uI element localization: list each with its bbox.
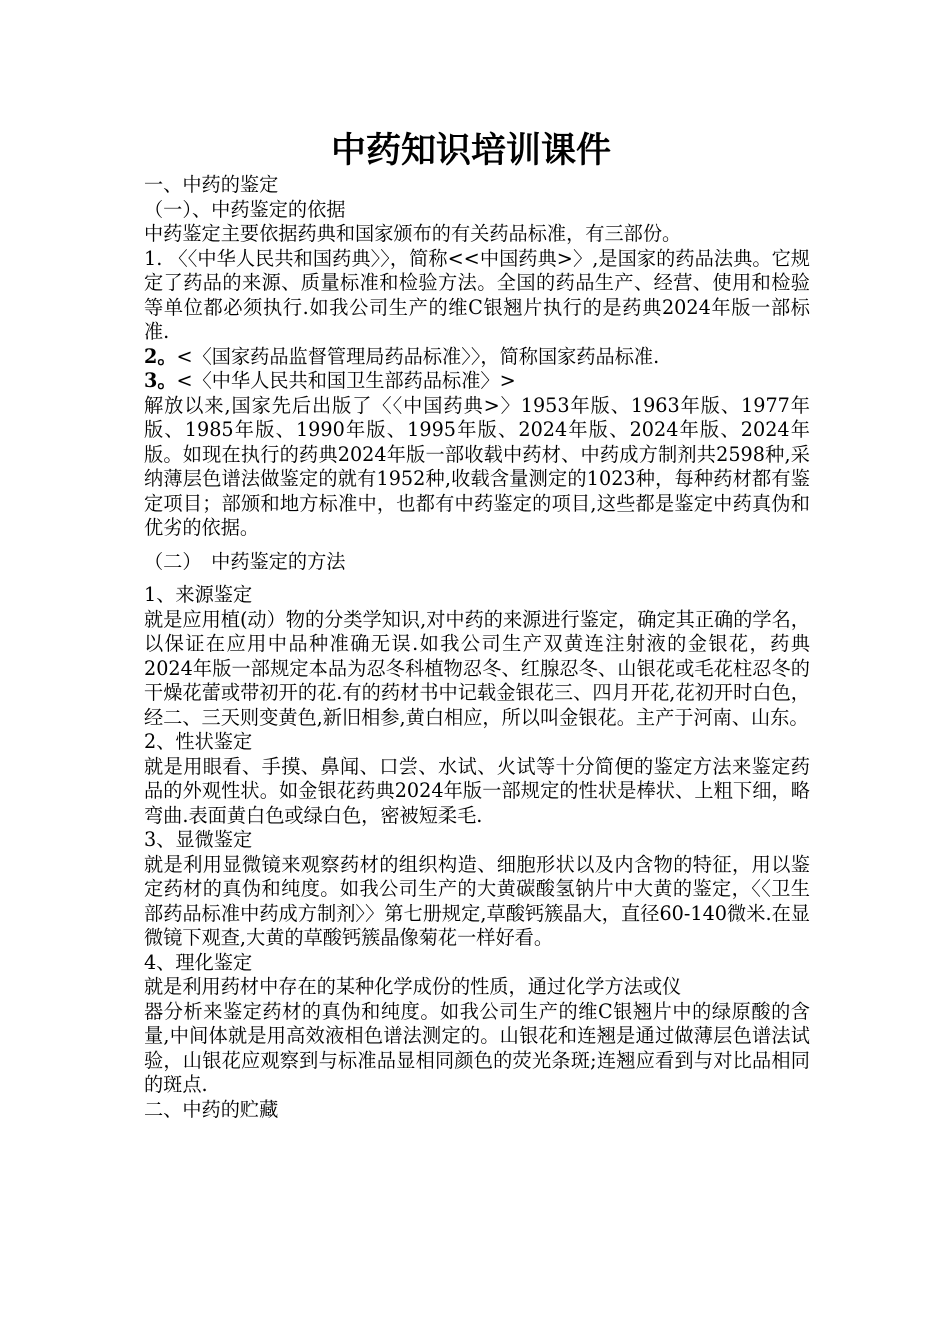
- subsection-heading-methods: （二） 中药鉴定的方法: [144, 549, 346, 573]
- section-heading-2: 二、中药的贮藏: [144, 1097, 279, 1121]
- standard-item-3-text: <〈中华人民共和国卫生部药品标准〉>: [176, 369, 516, 392]
- standard-item-1: 1. 〈〈中华人民共和国药典〉〉，简称<<中国药典>〉,是国家的药品法典。它规定了药品的来源、质量标准和检验方法。全国的药品生产、经营、使用和检验等单位都必须执行.如我公司生产的维C银翘片执行的是药典2024年版一部标准.: [144, 246, 810, 343]
- method-4-title: 4、理化鉴定: [144, 950, 253, 974]
- standard-item-2-number: 2。: [144, 344, 177, 368]
- page-title: 中药知识培训课件: [330, 130, 611, 171]
- method-4-text-a: 就是利用药材中存在的某种化学成份的性质，通过化学方法或仪: [144, 975, 682, 998]
- standard-item-2: [144, 345, 810, 370]
- method-4-text-b: 器分析来鉴定药材的真伪和纯度。如我公司生产的维C银翘片中的绿原酸的含量,中间体就是用高效液相色谱法测定的。山银花和连翘是通过做薄层色谱法试验，山银花应观察到与标准品显相同颜色的荧光条斑;连翘应看到与对比品相同的斑点.: [144, 999, 810, 1096]
- standard-item-2-text: <〈国家药品监督管理局药品标准〉〉，简称国家药品标准.: [176, 344, 660, 368]
- subsection-heading-basis: （一）、中药鉴定的依据: [144, 197, 346, 221]
- document-body: [144, 173, 810, 1122]
- method-2-title: 2、性状鉴定: [144, 730, 253, 753]
- method-3-title: 3、显微鉴定: [144, 828, 253, 851]
- method-1-title: 1、来源鉴定: [144, 583, 253, 606]
- section-heading-1: 一、中药的鉴定: [144, 173, 279, 196]
- intro-paragraph: 中药鉴定主要依据药典和国家颁布的有关药品标准，有三部份。: [144, 222, 682, 245]
- standard-item-3-number: 3。: [144, 369, 177, 392]
- method-2-text: 就是用眼看、手摸、鼻闻、口尝、水试、火试等十分简便的鉴定方法来鉴定药品的外观性状。如金银花药典2024年版一部规定的性状是棒状、上粗下细，略弯曲.表面黄白色或绿白色，密被短柔毛.: [144, 754, 810, 827]
- method-1-text: 就是应用植(动）物的分类学知识,对中药的来源进行鉴定，确定其正确的学名，以保证在应用中品种准确无误.如我公司生产双黄连注射液的金银花，药典2024年版一部规定本品为忍冬科植物忍冬、红腺忍冬、山银花或毛花柱忍冬的干燥花蕾或带初开的花.有的药材书中记载金银花三、四月开花,花初开时白色，经二、三天则变黄色,新旧相参,黄白相应，所以叫金银花。主产于河南、山东。: [144, 607, 810, 729]
- standard-item-3: [144, 369, 810, 394]
- method-3-text: 就是利用显微镜来观察药材的组织构造、细胞形状以及内含物的特征，用以鉴定药材的真伪和纯度。如我公司生产的大黄碳酸氢钠片中大黄的鉴定，〈〈卫生部药品标准中药成方制剂〉〉第七册规定,草酸钙簇晶大，直径60-140微米.在显微镜下观查,大黄的草酸钙簇晶像菊花一样好看。: [144, 852, 810, 949]
- history-paragraph: 解放以来,国家先后出版了〈〈中国药典>〉1953年版、1963年版、1977年版、1985年版、1990年版、1995年版、2024年版、2024年版、2024年版。如现在执行的药典2024年版一部收载中药材、中药成方制剂共2598种,采纳薄层色谱法做鉴定的就有1952种,收载含量测定的1023种，每种药材都有鉴定项目；部颁和地方标准中，也都有中药鉴定的项目,这些都是鉴定中药真伪和优劣的依据。: [144, 393, 810, 539]
